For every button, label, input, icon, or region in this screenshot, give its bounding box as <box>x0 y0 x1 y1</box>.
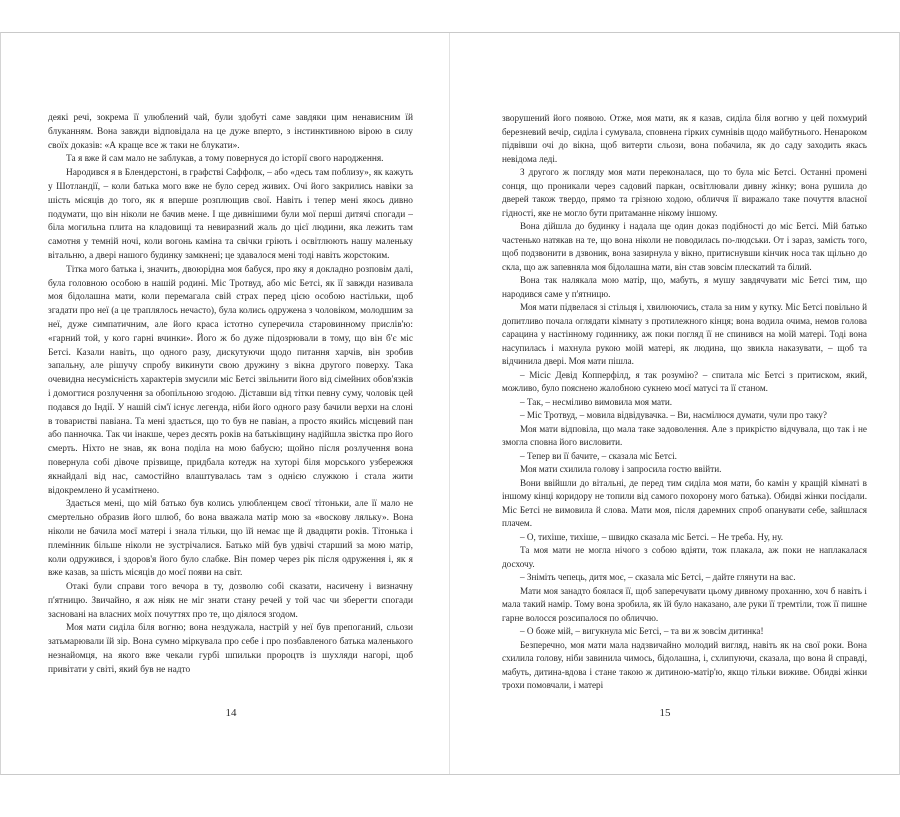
paragraph: Тітка мого батька і, значить, двоюрідна моя бабуся, про яку я докладно розповім далі, була головною особою в нашій родині. Міс Тротвуд, або міс Бетсі, як її завжди називала моя бідолашна мати, коли перемагала свій страх перед цією особою настільки, щоб згадати про неї (а це траплялось нечасто), була колись одружена з чоловіком, молодшим за неї, дуже симпатичним, але його краса істотно суперечила старовинному прислів'ю: «гарний той, у кого гарні вчинки». Його ж бо дуже підозрювали в тому, що він б'є міс Бетсі. Казали навіть, що одного разу, дискутуючи щодо питання харчів, він зробив запальну, але рішучу спробу викинути свою дружину з вікна другого поверху. Така очевидна несумісність характерів змусили міс Бетсі звільнити його від сімейних обов'язків і домогтися розлучення за обопільною згодою. Діставши від тітки певну суму, чоловік цей подався до Індії. У нашій сім'ї існує легенда, ніби його одного разу бачили верхи на слоні в товаристві павіана. Та мені здається, що то був не павіан, а просто якийсь місцевий пан або панночка. Так чи інакше, через десять років на батьківщину надійшла звістка про його смерть. Ніхто не знав, як вона поділа на мою бабусю; щойно після розлучення вона повернула собі дівоче прізвище, придбала котедж на хуторі біля морського узбережжя якнайдалі від нас, самостійно влаштувалась там з однією служкою і стала жити відокремлено й усамітнено. <box>48 264 413 496</box>
page-number-left: 14 <box>225 707 237 719</box>
paragraph: З другого ж погляду моя мати переконалася, що то була міс Бетсі. Останні промені сонця, що проникали через садовий паркан, освітлювали дивну жінку; вона рушила до дверей також твердо, прямо та грізною ходою, обличчя її виражало таке почуття власної гідності, яке не могло бути притаманне нікому іншому. <box>502 167 867 218</box>
paragraph: – Тепер ви її бачите, – сказала міс Бетсі. <box>520 450 677 461</box>
paragraph: Моя мати сиділа біля вогню; вона нездужала, настрій у неї був препоганий, сльози затьмарювали їй зір. Вона сумно міркувала про себе і про позбавленого батька маленького незнайомця, на якого вже чекали гурбі шпильки пророцтв із шухляди нагорі, щоб привітати у світі, який був не надто <box>48 623 413 675</box>
paragraph: Здається мені, що мій батько був колись улюбленцем своєї тітоньки, але її мало не смертельно образив його шлюб, бо вона вважала матір мою за «воскову ляльку». Вона ніколи не бачила моєї матері і знала тільки, що їй немає ще й двадцяти років. Тітонька і племінник більше ніколи не зустрічалися. Батько мій був удвічі старший за мою матір, коли одружився, і здоров'я його було слабке. Він помер через рік після одруження і, як я вже казав, за шість місяців до моєї появи на світ. <box>48 499 413 579</box>
paragraph: Та моя мати не могла нічого з собою вдіяти, тож плакала, аж поки не наплакалася досхочу. <box>502 545 867 569</box>
page-number-right: 15 <box>659 707 671 719</box>
paragraph: Моя мати відповіла, що мала таке задоволення. Але з прикрістю відчувала, що так і не змогла сповна його висловити. <box>502 423 867 447</box>
paragraph: Вона так налякала мою матір, що, мабуть, я мушу завдячувати міс Бетсі тим, що народився саме у п'ятницю. <box>502 275 867 299</box>
paragraph: – О боже мій, – вигукнула міс Бетсі, – та ви ж зовсім дитинка! <box>520 626 764 636</box>
paragraph: Народився я в Блендерстоні, в графстві Саффолк, – або «десь там поблизу», як кажуть у Шотландії, – коли батька мого вже не було серед живих. Очі його закрились навіки за шість місяців до того, як я вперше розплющив свої. Навіть і тепер мені якось дивно подумати, що він ніколи не бачив мене. І ще дивнішими були мої перші дитячі спогади – біла могильна плита на кладовищі та невиразний жаль до цієї людини, яка лежить там самотня у темній ночі, коли вогонь каміна та свічки гріють і освітлюють нашу маленьку вітальню, а двері нашого будинку замкнені; це здавалося мені тоді навіть жорстоким. <box>48 168 413 261</box>
paragraph: Мати моя занадто боялася її, щоб заперечувати цьому дивному проханню, хоч б навіть і мала такий намір. Тому вона зробила, як їй було наказано, але руки її тремтіли, тож її пишне гарне волосся розсипалося по обличчю. <box>502 585 867 623</box>
paragraph: зворушений його появою. Отже, моя мати, як я казав, сиділа біля вогню у цей похмурий березневий вечір, сиділа і сумувала, сповнена гірких сумнівів щодо майбутнього. Ненароком підвівши очі до вікна, щоб витерти сльози, вона побачила, як до саду заходить якась невідома леді. <box>502 113 867 164</box>
paragraph: Та я вже й сам мало не заблукав, а тому повернуся до історії свого народження. <box>66 154 384 165</box>
paragraph: – О, тихіше, тихіше, – швидко сказала міс Бетсі. – Не треба. Ну, ну. <box>520 531 784 542</box>
paragraph: деякі речі, зокрема її улюблений чай, були здобуті саме завдяки цим ненависним їй блуканням. Вона завжди відповідала на це дуже вперто, з інстинктивною вірою в силу своїх доказів: «А краще все ж таки не блукати». <box>48 113 413 151</box>
paragraph: Вони ввійшли до вітальні, де перед тим сиділа моя мати, бо камін у кращій кімнаті в іншому кінці коридору не топили від самого похорону мого батька). Обидві жінки посідали. Міс Бетсі не вимовила й слова. Мати моя, після даремних спроб опанувати себе, зайшлася плачем. <box>502 477 867 528</box>
paragraph: Моя мати підвелася зі стільця і, хвилюючись, стала за ним у кутку. Міс Бетсі повільно й допитливо почала оглядати кімнату з протилежного кінця; вона водила очима, немов голова сарацина у настінному годиннику, аж поки погляд її не спинився на моїй матері. Тоді вона насупилась і махнула рукою моїй матері, як людина, що звикла наказувати, – щоб та відчинила двері. Моя мати пішла. <box>502 302 867 366</box>
paragraph: Вона дійшла до будинку і надала ще один доказ подібності до міс Бетсі. Мій батько частенько натякав на те, що вона ніколи не поводилась по-людськи. От і зараз, замість того, щоб подзвонити в дзвоник, вона зазирнула у вікно, притиснувши кінчик носа так щільно до скла, що аж запевняла моя бідолашна мати, він став зовсім плескатий та білий. <box>502 221 867 272</box>
left-page-text <box>48 112 413 678</box>
paragraph: Безперечно, моя мати мала надзвичайно молодий вигляд, навіть як на свої роки. Вона схилила голову, ніби завинила чимось, бідолашна, і, схлипуючи, сказала, що вона й справді, мабуть, дитина-вдова і стане такою ж дитиною-матір'ю, якщо тільки виживе. Обидві жінки трохи помовчали, і матері <box>502 639 867 690</box>
book-gutter <box>449 33 450 774</box>
paragraph: – Так, – несміливо вимовила моя мати. <box>520 396 673 407</box>
paragraph: – Зніміть чепець, дитя моє, – сказала міс Бетсі, – дайте глянути на вас. <box>520 572 796 582</box>
paragraph: – Міс Тротвуд, – мовила відвідувачка. – Ви, насмілюся думати, чули про таку? <box>520 410 827 420</box>
paragraph: Моя мати схилила голову і запросила гостю ввійти. <box>520 464 722 474</box>
right-page-text <box>502 112 867 693</box>
paragraph: – Місіс Девід Копперфілд, я так розумію? – спитала міс Бетсі з притиском, який, можливо, було пояснено жалобною сукнею моєї матусі та її станом. <box>502 369 867 393</box>
paragraph: Отакі були справи того вечора в ту, дозволю собі сказати, насичену і визначну п'ятницю. Звичайно, я аж ніяк не міг знати стану речей у той час чи зберегти спогади засновані на власних моїх почуттях про те, що діялося згодом. <box>48 582 413 620</box>
